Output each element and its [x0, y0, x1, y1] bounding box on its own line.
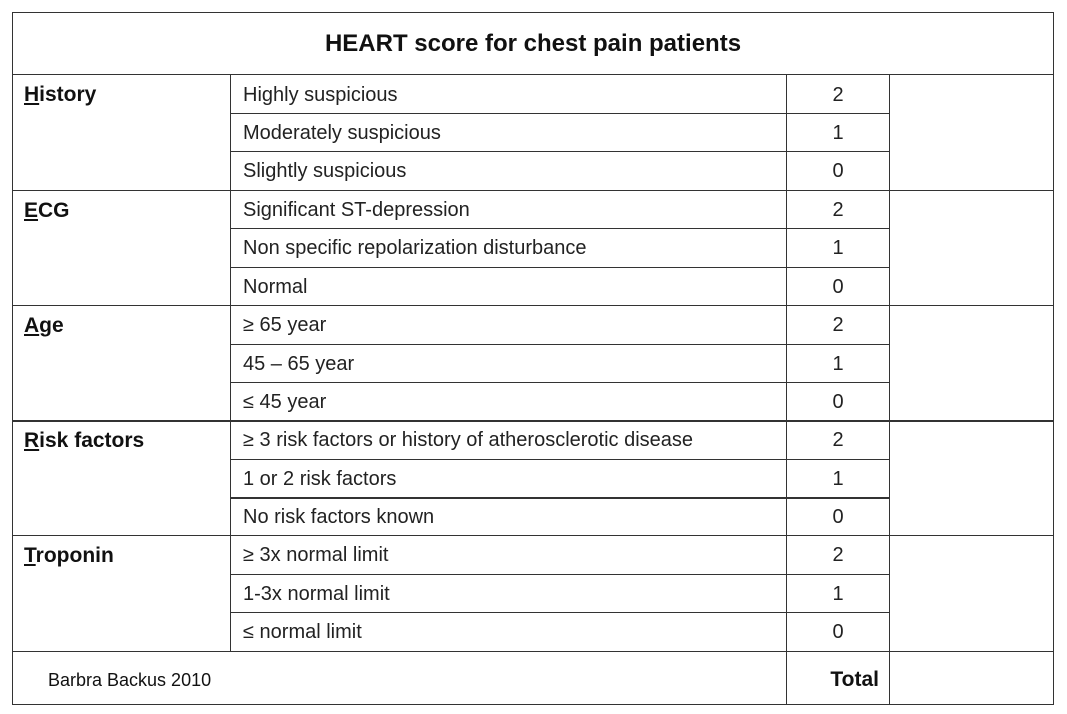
category-troponin: Troponin	[24, 544, 114, 567]
points-cell: 1	[832, 353, 844, 375]
points-cell: 1	[832, 122, 844, 144]
criterion-cell: Slightly suspicious	[243, 160, 407, 182]
criterion-cell: No risk factors known	[243, 506, 435, 528]
section-divider	[13, 305, 1053, 306]
criterion-cell: 1 or 2 risk factors	[243, 468, 397, 490]
row-divider	[231, 344, 889, 345]
points-cell: 2	[832, 429, 844, 451]
points-cell: 2	[832, 84, 844, 106]
points-cell: 0	[832, 391, 844, 413]
table-title: HEART score for chest pain patients	[13, 13, 1053, 75]
section-divider	[13, 420, 1053, 422]
column-divider-3	[889, 74, 890, 705]
row-divider	[231, 267, 889, 268]
criterion-cell: 45 – 65 year	[243, 353, 355, 375]
row-divider	[231, 497, 889, 499]
section-divider	[13, 190, 1053, 191]
criterion-cell: Non specific repolarization disturbance	[243, 237, 587, 259]
category-risk-factors: Risk factors	[24, 429, 145, 452]
criterion-cell: Moderately suspicious	[243, 122, 441, 144]
points-cell: 0	[832, 621, 844, 643]
points-cell: 2	[832, 199, 844, 221]
points-cell: 2	[832, 314, 844, 336]
criterion-cell: Normal	[243, 276, 308, 298]
column-divider-1	[230, 74, 231, 652]
points-cell: 1	[832, 583, 844, 605]
row-divider	[231, 228, 889, 229]
criterion-cell: ≤ normal limit	[243, 621, 362, 643]
author-credit: Barbra Backus 2010	[48, 670, 212, 690]
heart-score-table	[12, 12, 1054, 705]
points-cell: 2	[832, 544, 844, 566]
criterion-cell: ≥ 3x normal limit	[243, 544, 389, 566]
criterion-cell: 1-3x normal limit	[243, 583, 390, 605]
criterion-cell: Significant ST-depression	[243, 199, 470, 221]
criterion-cell: ≥ 65 year	[243, 314, 327, 336]
category-history: History	[24, 83, 97, 106]
category-age: Age	[24, 314, 64, 337]
row-divider	[231, 612, 889, 613]
row-divider	[231, 151, 889, 152]
category-ecg: ECG	[24, 199, 70, 222]
row-divider	[231, 382, 889, 383]
total-value-cell	[890, 652, 1053, 704]
points-cell: 1	[832, 468, 844, 490]
points-cell: 0	[832, 506, 844, 528]
points-cell: 0	[832, 276, 844, 298]
points-cell: 0	[832, 160, 844, 182]
criterion-cell: ≥ 3 risk factors or history of atherosclerotic disease	[243, 429, 694, 451]
total-label: Total	[830, 668, 879, 691]
section-divider	[13, 535, 1053, 536]
points-cell: 1	[832, 237, 844, 259]
criterion-cell: ≤ 45 year	[243, 391, 327, 413]
row-divider	[231, 574, 889, 575]
criterion-cell: Highly suspicious	[243, 84, 398, 106]
row-divider	[231, 459, 889, 460]
row-divider	[231, 113, 889, 114]
